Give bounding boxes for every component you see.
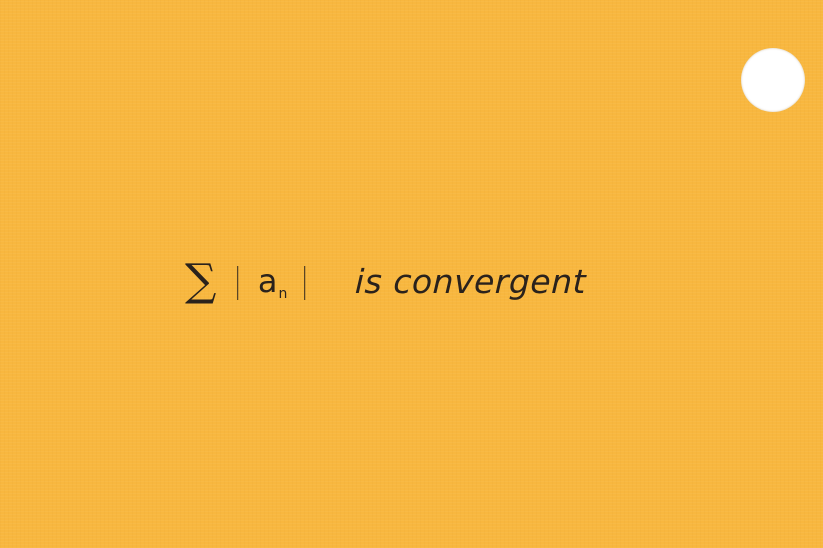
absolute-value-bar-left: | [234,261,242,301]
sequence-term [257,262,288,302]
absolute-value-bar-right: | [301,261,309,301]
term-subscript: n [278,286,288,302]
summation-symbol: ∑ [185,255,217,306]
punch-hole [741,48,805,112]
convergence-phrase: is convergent [354,261,587,301]
convergence-statement [185,246,586,316]
term-letter: a [257,262,278,300]
